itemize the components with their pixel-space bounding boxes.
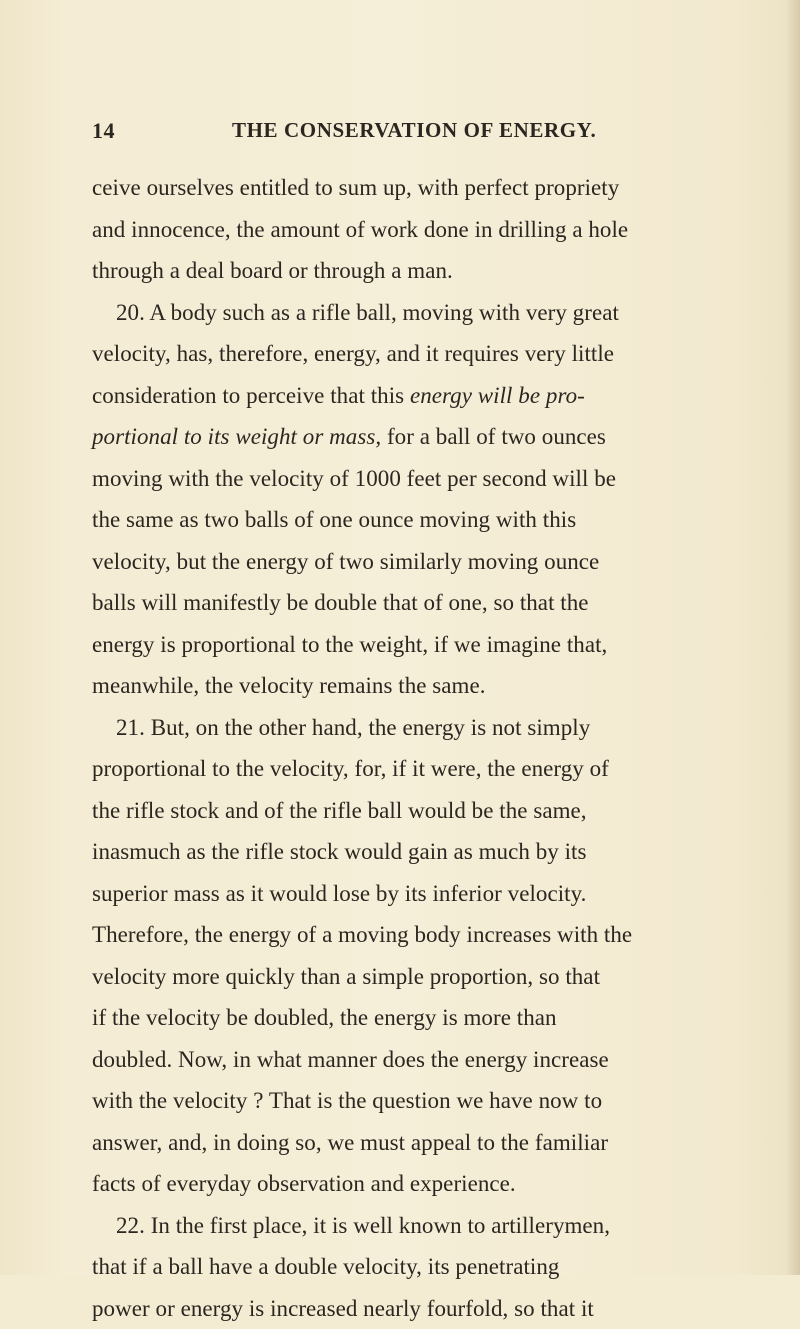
paragraph-20-start: 20. A body such as a rifle ball, moving with very great [92, 292, 792, 334]
text-line: velocity, but the energy of two similarly moving ounce [92, 541, 792, 583]
text-line: balls will manifestly be double that of one, so that the [92, 582, 792, 624]
text-line: Therefore, the energy of a moving body increases with the [92, 914, 792, 956]
body-text [92, 167, 792, 1329]
text-line: the same as two balls of one ounce moving with this [92, 499, 792, 541]
text-line [92, 375, 792, 417]
text-line: and innocence, the amount of work done in drilling a hole [92, 209, 792, 251]
text-line: energy is proportional to the weight, if we imagine that, [92, 624, 792, 666]
text-line: velocity, has, therefore, energy, and it requires very little [92, 333, 792, 375]
text-line: inasmuch as the rifle stock would gain as much by its [92, 831, 792, 873]
text-line: that if a ball have a double velocity, its penetrating [92, 1246, 792, 1288]
italic-phrase: portional to its weight or mass, [92, 424, 381, 449]
text-line: power or energy is increased nearly fourfold, so that it [92, 1288, 792, 1329]
text-line: the rifle stock and of the rifle ball would be the same, [92, 790, 792, 832]
text-line: moving with the velocity of 1000 feet per second will be [92, 458, 792, 500]
text-line: doubled. Now, in what manner does the energy increase [92, 1039, 792, 1081]
text-line: meanwhile, the velocity remains the same. [92, 665, 792, 707]
text-segment: consideration to perceive that this [92, 383, 410, 408]
text-line: facts of everyday observation and experience. [92, 1163, 792, 1205]
paragraph-22-start: 22. In the first place, it is well known to artillerymen, [92, 1205, 792, 1247]
text-line: if the velocity be doubled, the energy is more than [92, 997, 792, 1039]
text-line: with the velocity ? That is the question we have now to [92, 1080, 792, 1122]
paragraph-21-start: 21. But, on the other hand, the energy is not simply [92, 707, 792, 749]
text-line: proportional to the velocity, for, if it were, the energy of [92, 748, 792, 790]
text-line: answer, and, in doing so, we must appeal to the familiar [92, 1122, 792, 1164]
page-header [92, 118, 752, 148]
text-line: superior mass as it would lose by its inferior velocity. [92, 873, 792, 915]
italic-phrase: energy will be pro- [410, 383, 585, 408]
text-line: ceive ourselves entitled to sum up, with perfect propriety [92, 167, 792, 209]
text-line [92, 416, 792, 458]
running-title: THE CONSERVATION OF ENERGY. [232, 118, 596, 143]
text-line: velocity more quickly than a simple proportion, so that [92, 956, 792, 998]
page-number: 14 [92, 118, 115, 144]
text-segment: for a ball of two ounces [381, 424, 606, 449]
text-line: through a deal board or through a man. [92, 250, 792, 292]
